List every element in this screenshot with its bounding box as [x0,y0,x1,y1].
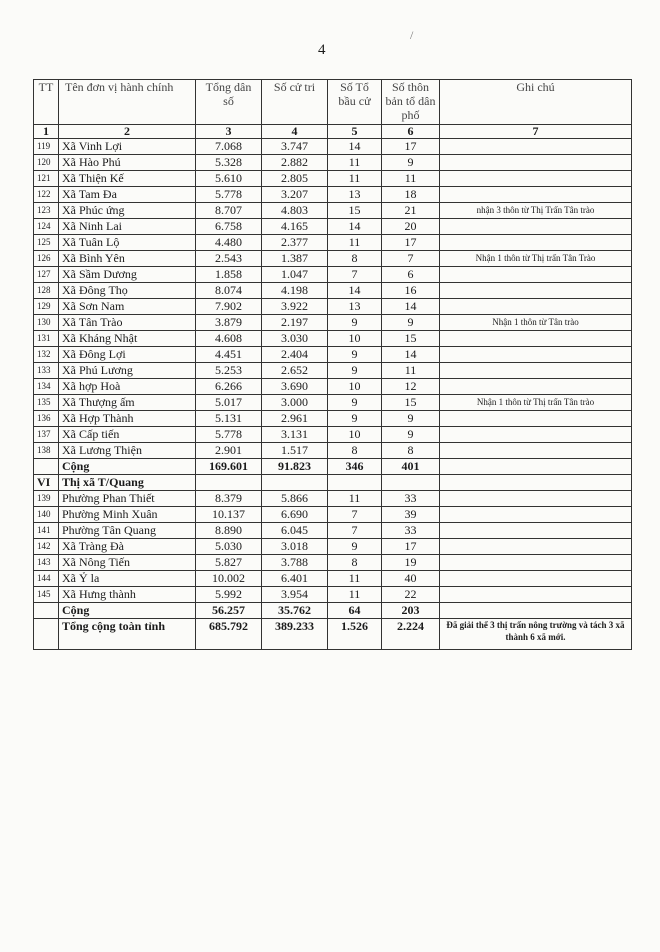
row-number-cell: 122 [34,187,59,203]
header-voters: Số cử tri [262,80,328,125]
unit-name-cell: Xã Tràng Đà [59,539,196,555]
unit-name-cell: Xã Thượng ấm [59,395,196,411]
voters-cell: 389.233 [262,619,328,650]
note-cell [440,507,632,523]
table-row [34,171,632,187]
row-number-cell: 123 [34,203,59,219]
population-cell: 5.030 [196,539,262,555]
note-cell [440,443,632,459]
unit-name-cell: Xã Kháng Nhật [59,331,196,347]
election-units-cell: 9 [328,347,382,363]
villages-cell: 9 [382,315,440,331]
voters-cell: 6.690 [262,507,328,523]
election-units-cell: 10 [328,379,382,395]
population-cell: 1.858 [196,267,262,283]
header-row [34,80,632,125]
unit-name-cell: Xã Ỷ la [59,571,196,587]
note-cell [440,267,632,283]
election-units-cell: 346 [328,459,382,475]
voters-cell: 2.404 [262,347,328,363]
table-row [34,187,632,203]
voters-cell: 6.401 [262,571,328,587]
voters-cell: 4.198 [262,283,328,299]
table-row [34,299,632,315]
villages-cell: 6 [382,267,440,283]
unit-name-cell: Xã Sơn Nam [59,299,196,315]
unit-name-cell: Xã Hợp Thành [59,411,196,427]
villages-cell: 15 [382,331,440,347]
voters-cell: 5.866 [262,491,328,507]
col-num-3: 3 [196,125,262,139]
row-number-cell: 145 [34,587,59,603]
unit-name-cell: Xã Vinh Lợi [59,139,196,155]
section-row [34,475,632,491]
election-units-cell: 8 [328,251,382,267]
table-row [34,315,632,331]
voters-cell: 35.762 [262,603,328,619]
note-cell [440,219,632,235]
note-cell [440,331,632,347]
page-number: 4 [318,42,326,58]
villages-cell: 9 [382,411,440,427]
row-number-cell [34,603,59,619]
population-cell: 4.451 [196,347,262,363]
note-cell [440,283,632,299]
header-villages: Số thôn bản tổ dân phố [382,80,440,125]
population-cell: 5.778 [196,187,262,203]
table-row [34,427,632,443]
villages-cell: 16 [382,283,440,299]
note-cell [440,235,632,251]
note-cell [440,299,632,315]
unit-name-cell: Xã hợp Hoà [59,379,196,395]
unit-name-cell: Xã Ninh Lai [59,219,196,235]
villages-cell: 8 [382,443,440,459]
population-cell: 10.002 [196,571,262,587]
population-cell: 6.266 [196,379,262,395]
voters-cell: 4.803 [262,203,328,219]
voters-cell: 3.788 [262,555,328,571]
col-num-6: 6 [382,125,440,139]
election-units-cell: 11 [328,155,382,171]
voter-statistics-table [33,79,632,650]
population-cell: 5.328 [196,155,262,171]
unit-name-cell: Xã Tuân Lộ [59,235,196,251]
header-election-units: Số Tổ bầu cử [328,80,382,125]
villages-cell: 33 [382,491,440,507]
row-number-cell: 129 [34,299,59,315]
row-number-cell: 119 [34,139,59,155]
table-body [34,139,632,650]
election-units-cell: 8 [328,443,382,459]
population-cell: 6.758 [196,219,262,235]
villages-cell: 39 [382,507,440,523]
voters-cell: 3.747 [262,139,328,155]
col-num-5: 5 [328,125,382,139]
voters-cell: 1.047 [262,267,328,283]
note-cell [440,171,632,187]
col-num-7: 7 [440,125,632,139]
election-units-cell: 8 [328,555,382,571]
row-number-cell: 121 [34,171,59,187]
election-units-cell: 9 [328,363,382,379]
note-cell [440,411,632,427]
unit-name-cell: Xã Nông Tiến [59,555,196,571]
note-cell [440,475,632,491]
note-cell [440,603,632,619]
election-units-cell: 9 [328,315,382,331]
table-row [34,555,632,571]
table-row [34,235,632,251]
row-number-cell: 133 [34,363,59,379]
note-cell [440,491,632,507]
election-units-cell: 11 [328,235,382,251]
election-units-cell: 11 [328,491,382,507]
voters-cell: 3.690 [262,379,328,395]
table-row [34,203,632,219]
election-units-cell: 10 [328,331,382,347]
col-num-4: 4 [262,125,328,139]
note-cell [440,587,632,603]
population-cell: 3.879 [196,315,262,331]
population-cell: 4.608 [196,331,262,347]
header-tt: TT [34,80,59,125]
unit-name-cell: Thị xã T/Quang [59,475,196,491]
population-cell: 169.601 [196,459,262,475]
unit-name-cell: Xã Hưng thành [59,587,196,603]
villages-cell: 17 [382,139,440,155]
note-cell: Nhận 1 thôn từ Thị trấn Tân Trào [440,251,632,267]
voters-cell: 2.197 [262,315,328,331]
table-row [34,523,632,539]
election-units-cell: 64 [328,603,382,619]
row-number-cell: 128 [34,283,59,299]
voters-cell: 1.387 [262,251,328,267]
note-cell [440,459,632,475]
election-units-cell: 13 [328,187,382,203]
row-number-cell: 143 [34,555,59,571]
election-units-cell: 11 [328,171,382,187]
population-cell: 7.902 [196,299,262,315]
table-row [34,443,632,459]
note-cell [440,187,632,203]
voters-cell: 3.207 [262,187,328,203]
voters-cell: 2.805 [262,171,328,187]
row-number-cell: 120 [34,155,59,171]
row-number-cell: 136 [34,411,59,427]
unit-name-cell: Cộng [59,459,196,475]
voters-cell: 2.961 [262,411,328,427]
election-units-cell: 7 [328,507,382,523]
election-units-cell: 11 [328,587,382,603]
villages-cell: 18 [382,187,440,203]
population-cell: 5.992 [196,587,262,603]
row-number-cell: 135 [34,395,59,411]
table-row [34,139,632,155]
villages-cell: 401 [382,459,440,475]
row-number-cell: 141 [34,523,59,539]
row-number-cell: 142 [34,539,59,555]
table-row [34,363,632,379]
election-units-cell: 7 [328,523,382,539]
unit-name-cell: Xã Phúc ứng [59,203,196,219]
villages-cell: 11 [382,171,440,187]
election-units-cell: 10 [328,427,382,443]
row-number-cell: 139 [34,491,59,507]
population-cell: 8.379 [196,491,262,507]
population-cell: 2.901 [196,443,262,459]
row-number-cell [34,619,59,650]
population-cell: 5.778 [196,427,262,443]
villages-cell: 9 [382,155,440,171]
table-row [34,283,632,299]
population-cell: 685.792 [196,619,262,650]
note-cell [440,363,632,379]
note-cell [440,155,632,171]
unit-name-cell: Xã Cấp tiến [59,427,196,443]
villages-cell: 15 [382,395,440,411]
unit-name-cell: Xã Đông Thọ [59,283,196,299]
table-row [34,587,632,603]
row-number-cell: 138 [34,443,59,459]
unit-name-cell: Xã Hào Phú [59,155,196,171]
row-number-cell: 132 [34,347,59,363]
voters-cell: 4.165 [262,219,328,235]
column-number-row [34,125,632,139]
unit-name-cell: Xã Thiện Kế [59,171,196,187]
villages-cell: 21 [382,203,440,219]
unit-name-cell: Xã Tân Trào [59,315,196,331]
population-cell [196,475,262,491]
note-cell: Nhận 1 thôn từ Tân trào [440,315,632,331]
unit-name-cell: Xã Lương Thiện [59,443,196,459]
villages-cell: 17 [382,235,440,251]
voters-cell: 3.000 [262,395,328,411]
election-units-cell: 11 [328,571,382,587]
table-row [34,539,632,555]
table-row [34,571,632,587]
table-row [34,411,632,427]
header-notes: Ghi chú [440,80,632,125]
villages-cell: 11 [382,363,440,379]
population-cell: 5.131 [196,411,262,427]
election-units-cell: 7 [328,267,382,283]
voters-cell: 2.882 [262,155,328,171]
villages-cell: 19 [382,555,440,571]
voters-cell: 3.018 [262,539,328,555]
row-number-cell: 130 [34,315,59,331]
row-number-cell: VI [34,475,59,491]
voters-cell: 1.517 [262,443,328,459]
subtotal-row [34,603,632,619]
villages-cell: 12 [382,379,440,395]
villages-cell: 40 [382,571,440,587]
population-cell: 4.480 [196,235,262,251]
villages-cell: 22 [382,587,440,603]
note-cell [440,139,632,155]
villages-cell: 14 [382,347,440,363]
note-cell: Đã giải thể 3 thị trấn nông trường và tách 3 xã thành 6 xã mới. [440,619,632,650]
population-cell: 56.257 [196,603,262,619]
table-row [34,507,632,523]
election-units-cell: 14 [328,283,382,299]
table-row [34,155,632,171]
note-cell [440,523,632,539]
voters-cell: 6.045 [262,523,328,539]
row-number-cell: 144 [34,571,59,587]
unit-name-cell: Xã Tam Đa [59,187,196,203]
population-cell: 7.068 [196,139,262,155]
header-population: Tổng dân số [196,80,262,125]
population-cell: 8.074 [196,283,262,299]
population-cell: 5.827 [196,555,262,571]
col-num-1: 1 [34,125,59,139]
election-units-cell: 9 [328,395,382,411]
row-number-cell: 140 [34,507,59,523]
note-cell [440,555,632,571]
row-number-cell: 124 [34,219,59,235]
row-number-cell: 127 [34,267,59,283]
population-cell: 8.707 [196,203,262,219]
voters-cell: 3.922 [262,299,328,315]
corner-mark: / [410,28,414,42]
table-row [34,331,632,347]
note-cell [440,347,632,363]
villages-cell [382,475,440,491]
unit-name-cell: Phường Minh Xuân [59,507,196,523]
unit-name-cell: Phường Phan Thiết [59,491,196,507]
election-units-cell: 14 [328,219,382,235]
unit-name-cell: Xã Đông Lợi [59,347,196,363]
row-number-cell: 134 [34,379,59,395]
villages-cell: 14 [382,299,440,315]
note-cell [440,427,632,443]
villages-cell: 203 [382,603,440,619]
election-units-cell: 9 [328,539,382,555]
row-number-cell: 126 [34,251,59,267]
voters-cell [262,475,328,491]
unit-name-cell: Tổng cộng toàn tỉnh [59,619,196,650]
voters-cell: 91.823 [262,459,328,475]
note-cell [440,539,632,555]
table-row [34,267,632,283]
election-units-cell: 1.526 [328,619,382,650]
table-row [34,347,632,363]
population-cell: 5.017 [196,395,262,411]
villages-cell: 20 [382,219,440,235]
note-cell [440,571,632,587]
villages-cell: 33 [382,523,440,539]
row-number-cell: 131 [34,331,59,347]
unit-name-cell: Xã Bình Yên [59,251,196,267]
row-number-cell: 137 [34,427,59,443]
population-cell: 8.890 [196,523,262,539]
villages-cell: 9 [382,427,440,443]
note-cell: Nhận 1 thôn từ Thị trấn Tân trào [440,395,632,411]
villages-cell: 2.224 [382,619,440,650]
election-units-cell [328,475,382,491]
unit-name-cell: Xã Sầm Dương [59,267,196,283]
election-units-cell: 14 [328,139,382,155]
header-unit-name: Tên đơn vị hành chính [59,80,196,125]
population-cell: 10.137 [196,507,262,523]
voters-cell: 3.954 [262,587,328,603]
note-cell [440,379,632,395]
table-row [34,395,632,411]
voters-cell: 3.131 [262,427,328,443]
table-row [34,219,632,235]
grand-total-row [34,619,632,650]
population-cell: 5.253 [196,363,262,379]
villages-cell: 17 [382,539,440,555]
row-number-cell [34,459,59,475]
note-cell: nhận 3 thôn từ Thị Trấn Tân trào [440,203,632,219]
table-row [34,379,632,395]
villages-cell: 7 [382,251,440,267]
population-cell: 2.543 [196,251,262,267]
table-row [34,491,632,507]
population-cell: 5.610 [196,171,262,187]
table-row [34,251,632,267]
unit-name-cell: Cộng [59,603,196,619]
election-units-cell: 15 [328,203,382,219]
col-num-2: 2 [59,125,196,139]
row-number-cell: 125 [34,235,59,251]
voters-cell: 2.377 [262,235,328,251]
subtotal-row [34,459,632,475]
voters-cell: 3.030 [262,331,328,347]
voters-cell: 2.652 [262,363,328,379]
election-units-cell: 9 [328,411,382,427]
unit-name-cell: Phường Tân Quang [59,523,196,539]
election-units-cell: 13 [328,299,382,315]
unit-name-cell: Xã Phú Lương [59,363,196,379]
